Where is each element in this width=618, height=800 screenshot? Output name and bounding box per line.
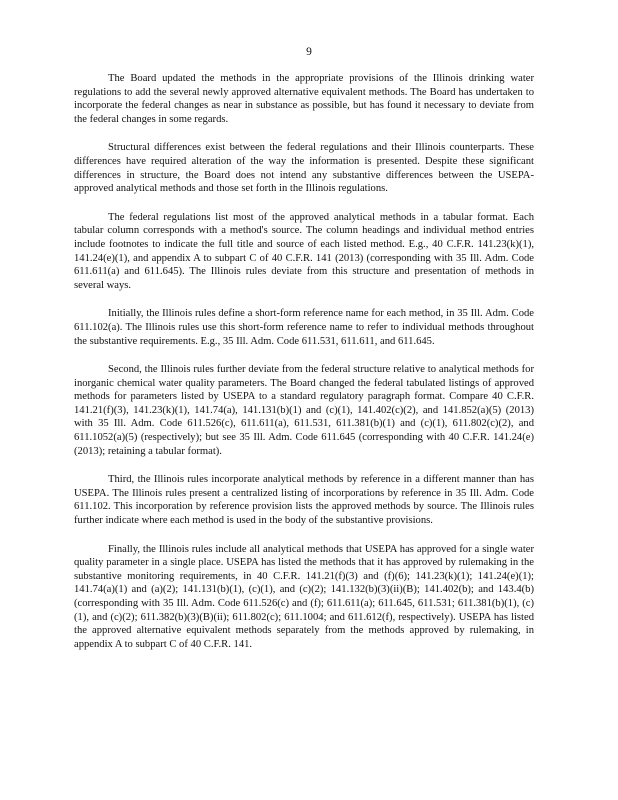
page-number: 9: [306, 46, 312, 58]
paragraph-board-updated-methods: The Board updated the methods in the appropriate provisions of the Illinois drinking water regulations to add the several newly approved alternative equivalent methods. The Board has undertaken to incorporate the federal changes as near in substance as possible, but has found it necessary to deviate from the federal changes in some regards.: [74, 73, 534, 125]
paragraph-finally-single-place: Finally, the Illinois rules include all analytical methods that USEPA has approved for a single water quality parameter in a single place. USEPA has listed the methods that it has approved by rulemaking in the substantive monitoring requirements, in 40 C.F.R. 141.21(f)(3) and (f)(6); 141.23(k)(1); 141.24(e)(1); 141.74(a)(1) and (a)(2); 141.131(b)(1), (c)(1), and (c)(2); 141.132(b)(3)(ii)(B); 141.402(b); and 143.4(b) (corresponding with 35 Ill. Adm. Code 611.526(c) and (f); 611.611(a); 611.645, 611.531; 611.381(b)(1), (c)(1), and (c)(2); 611.382(b)(3)(B)(ii); 611.802(c); 611.1004; and 611.612(f), respectively). USEPA has listed the approved alternative equivalent methods separately from the methods approved by rulemaking, in appendix A to subpart C of 40 C.F.R. 141.: [74, 543, 534, 650]
body-text: [74, 72, 534, 666]
paragraph-federal-tabular-format: The federal regulations list most of the approved analytical methods in a tabular format. Each tabular column corresponds with a method's source. The column headings and individual method entries include footnotes to indicate the full title and source of each listed method. E.g., 40 C.F.R. 141.23(k)(1), 141.24(e)(1), and appendix A to subpart C of 40 C.F.R. 141 (2013) (corresponding with 35 Ill. Adm. Code 611.611(a) and 611.645). The Illinois rules deviate from this structure and presentation of methods in several ways.: [74, 211, 534, 291]
paragraph-structural-differences: Structural differences exist between the federal regulations and their Illinois counterparts. These differences have required alteration of the way the information is presented. Despite these significant differences in structure, the Board does not intend any substantive differences between the USEPA-approved analytical methods and those set forth in the Illinois regulations.: [74, 142, 534, 195]
paragraph-initially-short-form: Initially, the Illinois rules define a short-form reference name for each method, in 35 Ill. Adm. Code 611.102(a). The Illinois rules use this short-form reference name to refer to individual methods throughout the substantive requirements. E.g., 35 Ill. Adm. Code 611.531, 611.611, and 611.645.: [74, 308, 534, 347]
paragraph-second-inorganic: Second, the Illinois rules further deviate from the federal structure relative to analytical methods for inorganic chemical water quality parameters. The Board changed the federal tabulated listings of approved methods for parameters listed by USEPA to a standard regulatory paragraph format. Compare 40 C.F.R. 141.21(f)(3), 141.23(k)(1), 141.74(a), 141.131(b)(1) and (c)(1), 141.402(c)(2), and 141.852(a)(5) (2013) with 35 Ill. Adm. Code 611.526(c), 611.611(a), 611.531, 611.381(b)(1) and (c)(1), 611.802(c)(2), and 611.1052(a)(5) (respectively); but see 35 Ill. Adm. Code 611.645 (corresponding with 40 C.F.R. 141.24(e) (2013); retaining a tabular format).: [74, 364, 534, 457]
paragraph-third-incorporation: Third, the Illinois rules incorporate analytical methods by reference in a different manner than has USEPA. The Illinois rules present a centralized listing of incorporations by reference in 35 Ill. Adm. Code 611.102. This incorporation by reference provision lists the approved methods by source. The Illinois rules further indicate where each method is used in the body of the substantive provisions.: [74, 474, 534, 527]
